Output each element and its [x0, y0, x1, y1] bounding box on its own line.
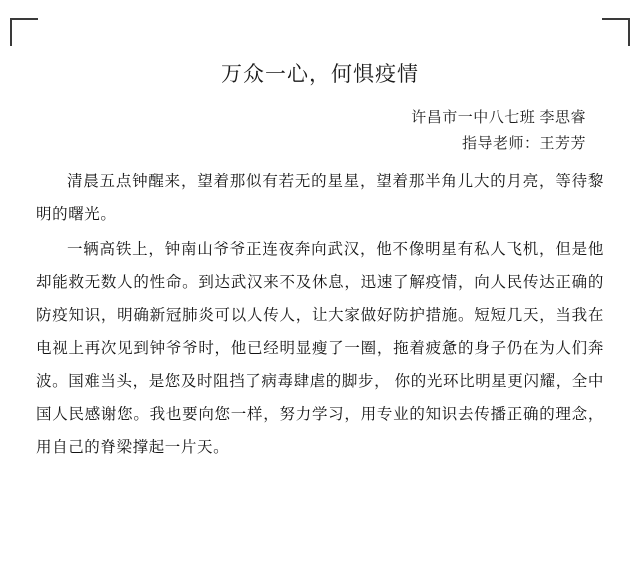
document-title: 万众一心，何惧疫情 — [221, 62, 419, 86]
byline-author: 许昌市一中八七班 李思睿 — [411, 110, 586, 126]
crop-mark-top-left-icon — [10, 18, 38, 46]
document-body — [0, 44, 640, 466]
paragraph-2: 一辆高铁上，钟南山爷爷正连夜奔向武汉，他不像明星有私人飞机，但是他却能救无数人的性命。到达武汉来不及休息，迅速了解疫情，向人民传达正确的防疫知识，明确新冠肺炎可以人传人，让大家做好防护措施。短短几天，当我在电视上再次见到钟爷爷时，他已经明显瘦了一圈，拖着疲惫的身子仍在为人们奔波。国难当头，是您及时阻挡了病毒肆虐的脚步， 你的光环比明星更闪耀，全中国人民感谢您。我也要向您一样，努力学习，用专业的知识去传播正确的理念，用自己的脊梁撑起一片天。 — [36, 241, 604, 456]
crop-mark-top-right-icon — [602, 18, 630, 46]
byline-advisor: 指导老师：王芳芳 — [461, 136, 586, 152]
paragraph-1: 清晨五点钟醒来，望着那似有若无的星星，望着那半角儿大的月亮，等待黎明的曙光。 — [36, 173, 604, 223]
